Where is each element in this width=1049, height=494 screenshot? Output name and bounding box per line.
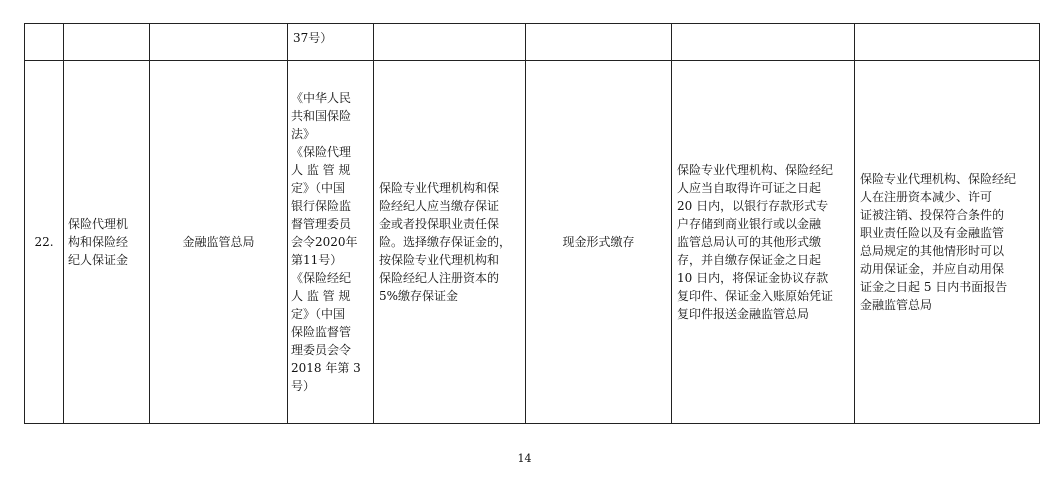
text-line: 定》（中国	[291, 181, 346, 195]
text-line: 《中华人民	[291, 91, 352, 105]
usage-cell	[855, 61, 1040, 424]
text-line: 2018 年第 3	[291, 361, 361, 375]
requirement	[379, 179, 520, 305]
text-line: 《保险经纪	[291, 271, 352, 285]
table-row	[25, 61, 1040, 424]
legal-basis	[291, 89, 370, 395]
text-line: 证被注销、投保符合条件的	[860, 208, 1005, 222]
text-line: 保险专业代理机构和保	[379, 181, 500, 195]
requirement-cell	[374, 61, 526, 424]
text-line: 证金之日起 5 日内书面报告	[860, 280, 1008, 294]
text-line: 人 监 管 规	[291, 289, 351, 303]
text-line: 5%缴存保证金	[379, 289, 459, 303]
text-line: 《保险代理	[291, 145, 352, 159]
text-line: 险经纪人应当缴存保证	[379, 199, 500, 213]
text-line: 20 日内，以银行存款形式专	[677, 199, 829, 213]
text-line: 户存储到商业银行或以金融	[677, 217, 822, 231]
text-line: 动用保证金，并应自动用保	[860, 262, 1005, 276]
text-line: 10 日内，将保证金协议存款	[677, 271, 829, 285]
text-line: 金融监管总局	[860, 298, 933, 312]
text-line: 按保险专业代理机构和	[379, 253, 500, 267]
text-line: 人 监 管 规	[291, 163, 351, 177]
text-line: 构和保险经	[68, 235, 129, 249]
row-number: 22.	[25, 61, 64, 424]
deposit-mode-cell: 现金形式缴存	[526, 61, 672, 424]
item-name-cell	[64, 61, 150, 424]
text-line: 存，并自缴存保证金之日起	[677, 253, 822, 267]
text-line: 复印件、保证金入账原始凭证	[677, 289, 834, 303]
cell-use	[855, 24, 1040, 61]
legal-basis-cell	[288, 61, 374, 424]
text-line: 保险代理机	[68, 217, 129, 231]
cell-content	[374, 24, 526, 61]
cell-name	[64, 24, 150, 61]
text-line: 人在注册资本减少、许可	[860, 190, 993, 204]
table-row-continued	[25, 24, 1040, 61]
text-line: 法》	[291, 127, 316, 141]
cell-law	[288, 24, 374, 61]
text-line: 保险经纪人注册资本的	[379, 271, 500, 285]
text-line: 督管理委员	[291, 217, 352, 231]
text-line: 保险专业代理机构、保险经纪	[860, 172, 1017, 186]
cell-procedure	[672, 24, 855, 61]
text-line: 保险监督管	[291, 325, 352, 339]
usage	[860, 170, 1034, 314]
text-line: 定》（中国	[291, 307, 346, 321]
text-line: 人应当自取得许可证之日起	[677, 181, 822, 195]
text-line: 险。选择缴存保证金的，	[379, 235, 512, 249]
text-line: 会令2020年	[291, 235, 358, 249]
text-line: 保险专业代理机构、保险经纪	[677, 163, 834, 177]
text-line: 职业责任险以及有金融监管	[860, 226, 1005, 240]
text-line: 第11号）	[291, 253, 343, 267]
procedure-cell	[672, 61, 855, 424]
text-line: 银行保险监	[291, 199, 352, 213]
cell-number	[25, 24, 64, 61]
law-reference-tail: 37号）	[293, 31, 333, 45]
text-line: 共和国保险	[291, 109, 352, 123]
authority-cell: 金融监管总局	[150, 61, 288, 424]
text-line: 号）	[291, 379, 316, 393]
cell-authority	[150, 24, 288, 61]
text-line: 纪人保证金	[68, 253, 129, 267]
text-line: 理委员会令	[291, 343, 352, 357]
text-line: 金或者投保职业责任保	[379, 217, 500, 231]
text-line: 总局规定的其他情形时可以	[860, 244, 1005, 258]
cell-mode	[526, 24, 672, 61]
page-number: 14	[517, 452, 532, 465]
deposit-table	[24, 23, 1040, 424]
text-line: 监管总局认可的其他形式缴	[677, 235, 822, 249]
text-line: 复印件报送金融监管总局	[677, 307, 810, 321]
procedure	[677, 161, 849, 323]
item-name	[68, 215, 145, 269]
